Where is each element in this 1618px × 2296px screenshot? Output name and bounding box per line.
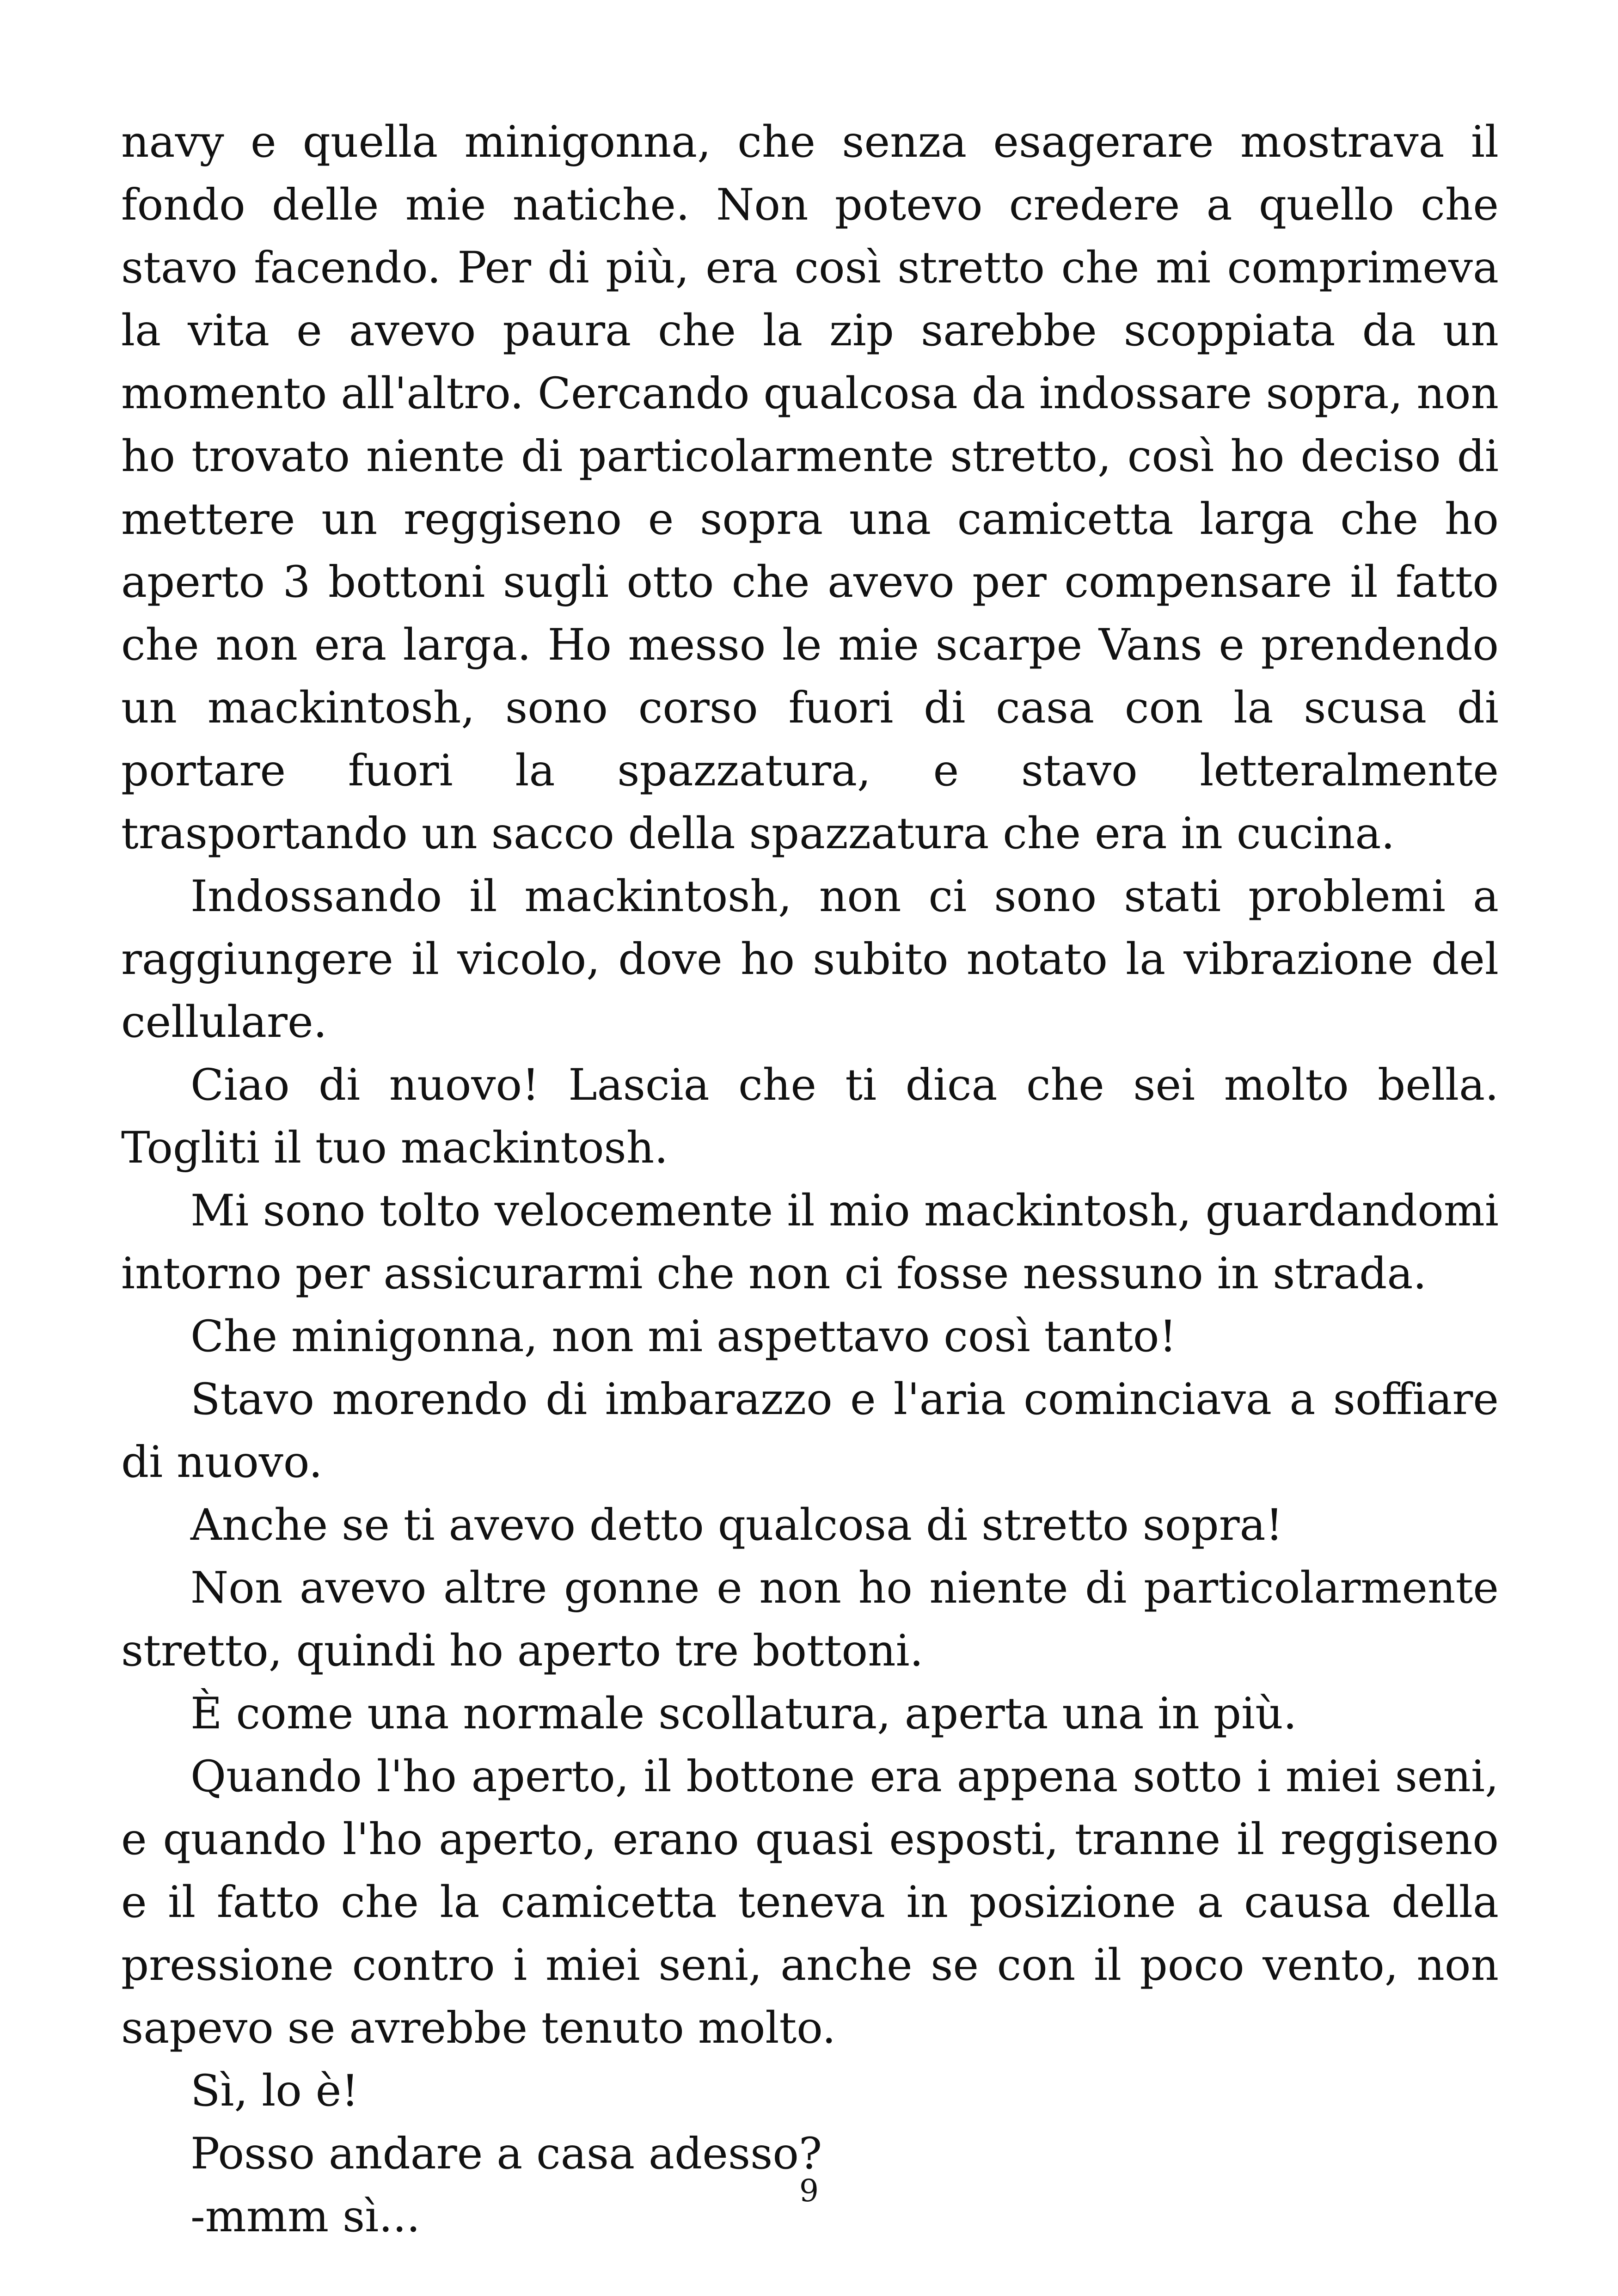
paragraph: Sì, lo è!	[190, 2066, 359, 2116]
paragraph: Mi sono tolto velocemente il mio mackintosh, guardandomi intorno per assicurarmi che non ci fosse nessuno in strada.	[121, 1186, 1499, 1299]
paragraph: Indossando il mackintosh, non ci sono stati problemi a raggiungere il vicolo, dove ho subito notato la vibrazione del cellulare.	[121, 871, 1499, 1047]
paragraph: Che minigonna, non mi aspettavo così tanto!	[190, 1311, 1177, 1362]
paragraph: È come una normale scollatura, aperta una in più.	[190, 1689, 1297, 1739]
paragraph: Quando l'ho aperto, il bottone era appena sotto i miei seni, e quando l'ho aperto, erano quasi esposti, tranne il reggiseno e il fatto che la camicetta teneva in posizione a causa della pressione contro i miei seni, anche se con il poco vento, non sapevo se avrebbe tenuto molto.	[121, 1751, 1499, 2053]
paragraph: navy e quella minigonna, che senza esagerare mostrava il fondo delle mie natiche. Non potevo credere a quello che stavo facendo. Per di più, era così stretto che mi comprimeva la vita e avevo paura che la zip sarebbe scoppiata da un momento all'altro. Cercando qualcosa da indossare sopra, non ho trovato niente di particolarmente stretto, così ho deciso di mettere un reggiseno e sopra una camicetta larga che ho aperto 3 bottoni sugli otto che avevo per compensare il fatto che non era larga. Ho messo le mie scarpe Vans e prendendo un mackintosh, sono corso fuori di casa con la scusa di portare fuori la spazzatura, e stavo letteralmente trasportando un sacco della spazzatura che era in cucina.	[121, 117, 1499, 859]
body-text	[121, 111, 1499, 2248]
paragraph: Ciao di nuovo! Lascia che ti dica che sei molto bella. Togliti il tuo mackintosh.	[121, 1060, 1499, 1173]
paragraph: Anche se ti avevo detto qualcosa di stretto sopra!	[190, 1500, 1283, 1550]
paragraph: Stavo morendo di imbarazzo e l'aria cominciava a soffiare di nuovo.	[121, 1374, 1499, 1488]
paragraph: -mmm sì...	[190, 2192, 420, 2242]
paragraph: Non avevo altre gonne e non ho niente di particolarmente stretto, quindi ho aperto tre bottoni.	[121, 1563, 1499, 1676]
paragraph: Posso andare a casa adesso?	[190, 2129, 822, 2179]
page-number: 9	[799, 2173, 819, 2209]
